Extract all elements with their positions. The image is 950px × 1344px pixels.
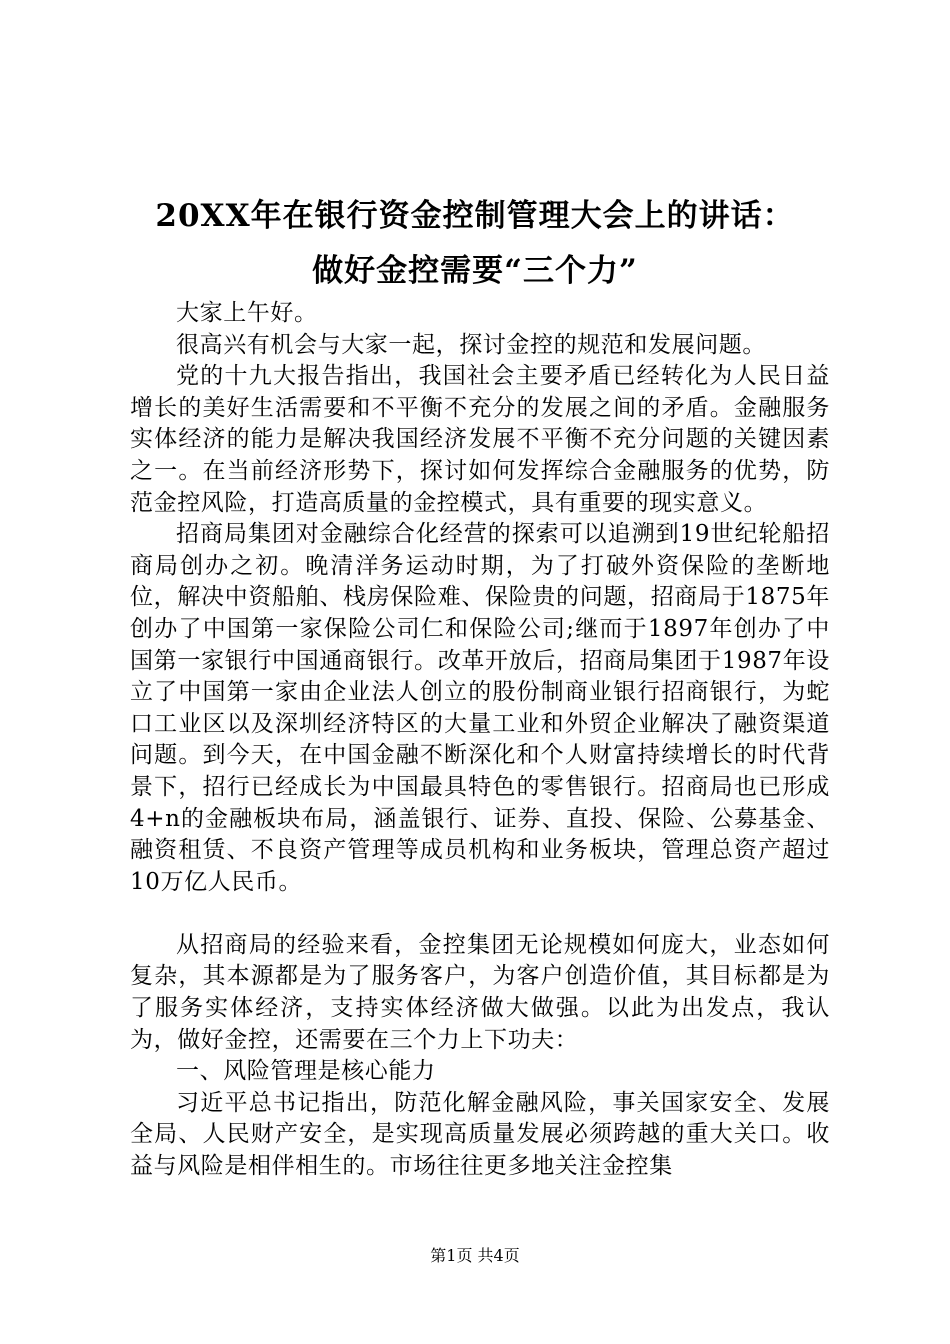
paragraph-greeting: 大家上午好。 [176, 300, 318, 326]
paragraph-background: 党的十九大报告指出，我国社会主要矛盾已经转化为人民日益增长的美好生活需要和不平衡不充分的发展之间的矛盾。金融服务实体经济的能力是解决我国经济发展不平衡不充分问题的关键因素之一。在当前经济形势下，探讨如何发挥综合金融服务的优势，防范金控风险，打造高质量的金控模式，具有重要的现实意义。 [130, 363, 830, 516]
page-number-footer: 第1页 共4页 [430, 1246, 520, 1265]
section-heading-risk-management: 一、风险管理是核心能力 [176, 1058, 436, 1085]
document-body [130, 298, 830, 1183]
paragraph-history: 招商局集团对金融综合化经营的探索可以追溯到19世纪轮船招商局创办之初。晚清洋务运动时期，为了打破外资保险的垄断地位，解决中资船舶、栈房保险难、保险贵的问题，招商局于1875年创办了中国第一家保险公司仁和保险公司;继而于1897年创办了中国第一家银行中国通商银行。改革开放后，招商局集团于1987年设立了中国第一家由企业法人创立的股份制商业银行招商银行，为蛇口工业区以及深圳经济特区的大量工业和外贸企业解决了融资渠道问题。到今天，在中国金融不断深化和个人财富持续增长的时代背景下，招行已经成长为中国最具特色的零售银行。招商局也已形成4+n的金融板块布局，涵盖银行、证券、直投、保险、公募基金、融资租赁、不良资产管理等成员机构和业务板块，管理总资产超过10万亿人民币。 [130, 521, 830, 895]
paragraph-experience: 从招商局的经验来看，金控集团无论规模如何庞大，业态如何复杂，其本源都是为了服务客户，为客户创造价值，其目标都是为了服务实体经济，支持实体经济做大做强。以此为出发点，我认为，做好金控，还需要在三个力上下功夫： [130, 931, 830, 1053]
paragraph-risk: 习近平总书记指出，防范化解金融风险，事关国家安全、发展全局、人民财产安全，是实现高质量发展必须跨越的重大关口。收益与风险是相伴相生的。市场往往更多地关注金控集 [130, 1089, 830, 1180]
document-title-line-2: 做好金控需要“三个力” [312, 253, 638, 289]
document-title-line-1: 20XX年在银行资金控制管理大会上的讲话： [155, 198, 795, 234]
paragraph-intro: 很高兴有机会与大家一起，探讨金控的规范和发展问题。 [176, 331, 766, 358]
